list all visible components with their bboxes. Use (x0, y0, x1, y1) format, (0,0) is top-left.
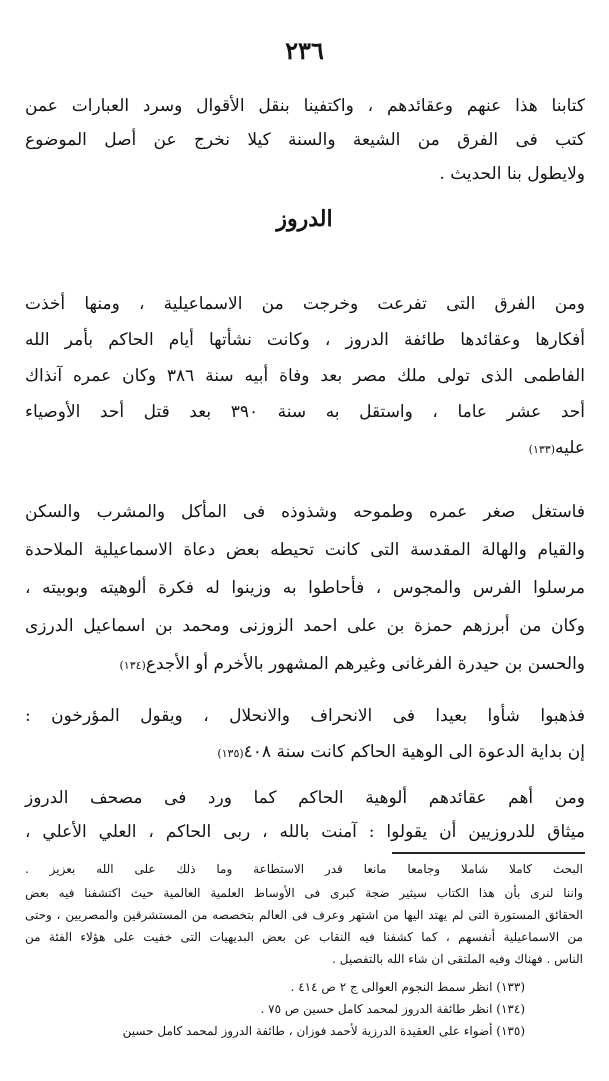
footnote-reference: (١٣٥) أضواء على العقيدة الدرزية لأحمد فوزان ، طائفة الدروز لمحمد كامل حسين (122, 1024, 525, 1038)
text-line: كتابنا هذا عنهم وعقائدهم ، واكتفينا بنقل الأقوال وسرد العبارات عمن (25, 96, 585, 116)
text-line: الفاطمى الذى تولى ملك مصر بعد وفاة أبيه سنة ٣٨٦ وكان عمره آنذاك (25, 366, 585, 386)
text-line: ومن أهم عقائدهم ألوهية الحاكم كما ورد فى مصحف الدروز (25, 788, 585, 808)
text-line: مرسلوا الفرس والمجوس ، فأحاطوا به وزينوا له فكرة ألوهيته وبوبيته ، (25, 578, 585, 598)
text-segment: إن بداية الدعوة الى الوهية الحاكم كانت سنة ٤٠٨ (243, 742, 585, 762)
druze-origin-paragraph (25, 286, 585, 476)
text-line: أفكارها وعقائدها طائفة الدروز ، وكانت نشأتها أيام الحاكم بأمر الله (25, 330, 585, 350)
footnote-line: البحث كاملا شاملا وجامعا مانعا قدر الاستطاعة وما ذلك على الله بعزيز . (25, 862, 583, 876)
beliefs-paragraph (25, 780, 585, 852)
text-line: أحد عشر عاما ، واستقل به سنة ٣٩٠ بعد قتل أحد الأوصياء (25, 402, 585, 422)
footnote-line: من الاسماعيلية أنفسهم ، كما كشفنا فيه النقاب عن بعض البديهيات التى خفيت على هؤلاء الفئة من (25, 930, 583, 944)
text-line: ولايطول بنا الحديث . (439, 164, 585, 184)
page-number: ٢٣٦ (285, 36, 324, 65)
text-line: والقيام والهالة المقدسة التى كانت تحيطه بعض دعاة الاسماعيلية الملاحدة (25, 540, 585, 560)
text-segment: والحسن بن حيدرة الفرغانى وغيرهم المشهور بالأخرم أو الأجدع (145, 654, 585, 674)
text-segment: عليه (554, 438, 585, 458)
text-line: ميثاق للدروزيين أن يقولوا : آمنت بالله ، ربى الحاكم ، العلي الأعلي ، (25, 822, 585, 842)
footnote-ref: (١٣٥) (217, 747, 244, 760)
text-line: فذهبوا شأوا بعيدا فى الانحراف والانحلال ، ويقول المؤرخون : (25, 706, 585, 726)
footnote-ref: (١٣٤) (119, 659, 146, 672)
text-line (25, 646, 585, 682)
text-line (25, 430, 585, 466)
text-line: كتب فى الفرق من الشيعة والسنة كيلا نخرج عن أصل الموضوع (25, 130, 585, 150)
footnote-line: الناس . فهناك وفيه الملتقى ان شاء الله بالتفصيل . (332, 952, 583, 966)
footnote-reference: (١٣٣) انظر سمط النجوم العوالى ج ٢ ص ٤١٤ . (290, 980, 525, 994)
text-line: وكان من أبرزهم حمزة بن على احمد الزوزنى ومحمد بن اسماعيل الدرزى (25, 616, 585, 636)
footnote-reference: (١٣٤) انظر طائفة الدروز لمحمد كامل حسين ص ٧٥ . (260, 1002, 525, 1016)
footnote-ref: (١٣٣) (528, 443, 555, 456)
footnote-line: الحقائق المستورة التى لم يهتد اليها من اشتهر وعرف فى العالم بتخصصه من المستشرقين والمصريين ، وحتى (25, 908, 583, 922)
hakim-paragraph (25, 494, 585, 684)
footnote-divider (392, 852, 585, 854)
text-line: فاستغل صغر عمره وطموحه وشذوذه فى المأكل والمشرب والسكن (25, 502, 585, 522)
deviation-paragraph (25, 698, 585, 774)
footnote-line: واننا لنرى بأن هذا الكتاب سيثير ضجة كبرى فى الأوساط العلمية العالمية حيث اكتشفنا فيه بعض (25, 886, 583, 900)
intro-paragraph (25, 88, 585, 208)
section-heading: الدروز (276, 206, 333, 232)
text-line: ومن الفرق التى تفرعت وخرجت من الاسماعيلية ، ومنها أخذت (25, 294, 585, 314)
footnotes (25, 858, 583, 1058)
text-line (25, 734, 585, 770)
